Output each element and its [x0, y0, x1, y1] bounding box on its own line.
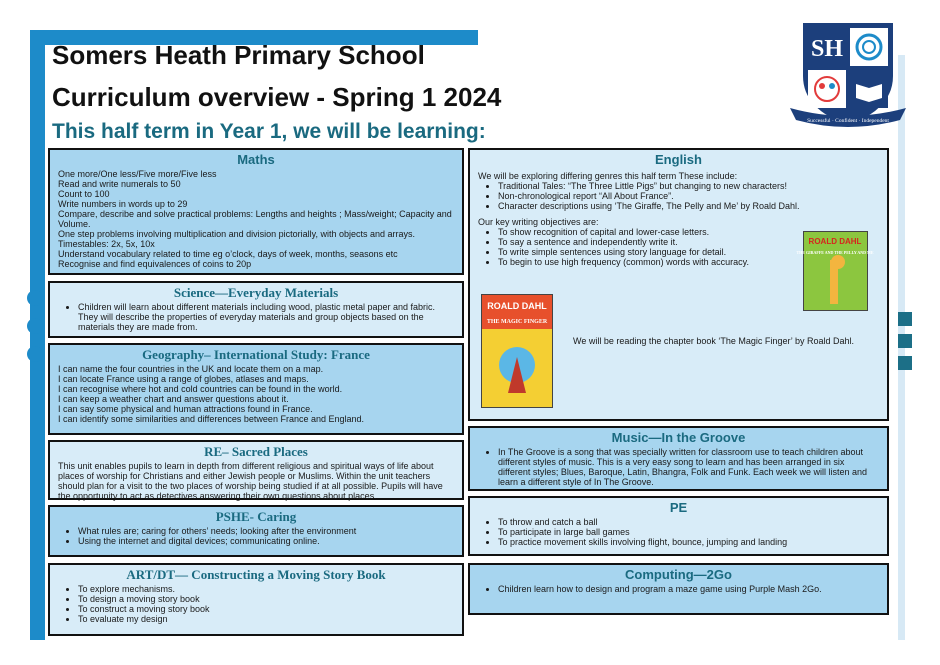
maths-panel	[48, 148, 464, 275]
pe-heading: PE	[669, 500, 688, 515]
pshe-item: • What rules are; caring for others’ needs; looking after the environment	[78, 526, 454, 536]
english-objective: • To write simple sentences using story language for detail.	[498, 247, 879, 257]
maths-line: One step problems involving multiplication and division pictorially, with objects and arrays.	[58, 229, 416, 239]
pshe-panel	[48, 505, 464, 557]
maths-line: Count to 100	[58, 189, 110, 199]
maths-line: One more/One less/Five more/Five less	[58, 169, 217, 179]
re-text: This unit enables pupils to learn in depth from different religious and spiritual ways of life about places of worship for Christians and either Jewish people or Muslims. Within the unit teachers should plan for a visit to the two places of worship being studied if at all possible. Pupils will have the opportunity to act as detectives answering their own questions about places.	[58, 461, 443, 501]
geography-line: I can identify some similarities and differences between France and England.	[58, 414, 365, 424]
art-item: • To evaluate my design	[78, 614, 454, 624]
english-reading-note: We will be reading the chapter book ‘The Magic Finger’ by Roald Dahl.	[573, 336, 854, 346]
page-subtitle: This half term in Year 1, we will be learning:	[52, 120, 486, 143]
geography-panel	[48, 343, 464, 435]
english-objective: • To begin to use high frequency (common) words with accuracy.	[498, 257, 879, 267]
maths-heading: Maths	[237, 152, 275, 167]
science-panel	[48, 281, 464, 338]
science-item: • Children will learn about different materials including wood, plastic metal paper and fabric. They will describe the properties of everyday materials and group objects based on the materials they are made from.	[78, 302, 454, 332]
geography-line: I can recognise where hot and cold countries can be found in the world.	[58, 384, 343, 394]
pe-item: • To throw and catch a ball	[498, 517, 879, 527]
page-title: Curriculum overview - Spring 1 2024	[52, 82, 502, 112]
art-item: • To construct a moving story book	[78, 604, 454, 614]
music-heading: Music—In the Groove	[611, 430, 746, 445]
geography-line: I can locate France using a range of globes, atlases and maps.	[58, 374, 309, 384]
pe-panel	[468, 496, 889, 556]
english-objective: • To show recognition of capital and lower-case letters.	[498, 227, 879, 237]
re-heading: RE– Sacred Places	[204, 444, 308, 459]
art-item: • To design a moving story book	[78, 594, 454, 604]
computing-item: • Children learn how to design and program a maze game using Purple Mash 2Go.	[498, 584, 879, 594]
geography-line: I can say some physical and human attractions found in France.	[58, 404, 313, 414]
geography-heading: Geography– International Study: France	[142, 347, 370, 362]
pe-item: • To practice movement skills involving flight, bounce, jumping and landing	[498, 537, 879, 547]
english-objectives-intro: Our key writing objectives are:	[478, 217, 599, 227]
english-intro: We will be exploring differing genres this half term These include:	[478, 171, 738, 181]
book2-title: THE GIRAFFE AND THE PELLY AND ME	[796, 250, 874, 255]
geography-line: I can name the four countries in the UK and locate them on a map.	[58, 364, 324, 374]
pe-item: • To participate in large ball games	[498, 527, 879, 537]
english-genre: • Traditional Tales: “The Three Little Pigs” but changing to new characters!	[498, 181, 879, 191]
science-heading: Science—Everyday Materials	[173, 285, 339, 300]
decorative-dots	[27, 290, 43, 374]
maths-line: Recognise and find equivalences of coins to 20p	[58, 259, 252, 269]
english-objective: • To say a sentence and independently write it.	[498, 237, 879, 247]
art-panel	[48, 563, 464, 636]
book1-author: ROALD DAHL	[487, 301, 547, 311]
art-heading: ART/DT— Constructing a Moving Story Book	[126, 567, 386, 582]
magic-finger-book-cover	[481, 294, 553, 408]
maths-line: Write numbers in words up to 29	[58, 199, 188, 209]
art-item: • To explore mechanisms.	[78, 584, 454, 594]
maths-line: Timestables: 2x, 5x, 10x	[58, 239, 155, 249]
giraffe-pelly-book-cover	[796, 231, 874, 311]
maths-line: Compare, describe and solve practical problems: Lengths and heights ; Mass/weight; Capacity and Volume.	[58, 209, 452, 229]
maths-line: Understand vocabulary related to time eg o’clock, days of week, months, seasons etc	[58, 249, 398, 259]
computing-panel	[468, 563, 889, 615]
pshe-item: • Using the internet and digital devices; communicating online.	[78, 536, 454, 546]
computing-heading: Computing—2Go	[625, 567, 732, 582]
logo-motto: Successful · Confident · Independent	[807, 118, 889, 124]
english-heading: English	[655, 152, 702, 167]
book1-title: THE MAGIC FINGER	[486, 319, 548, 325]
school-name: Somers Heath Primary School	[52, 40, 425, 70]
music-panel	[468, 426, 889, 491]
re-panel	[48, 440, 464, 500]
school-crest-logo	[788, 14, 908, 134]
decorative-squares	[898, 312, 912, 378]
book2-author: ROALD DAHL	[808, 237, 862, 246]
maths-line: Read and write numerals to 50	[58, 179, 181, 189]
logo-monogram: SH	[810, 36, 844, 62]
english-genre: • Character descriptions using ‘The Giraffe, The Pelly and Me’ by Roald Dahl.	[498, 201, 879, 211]
music-item: • In The Groove is a song that was specially written for classroom use to teach children about different styles of music. This is a very easy song to learn and has been arranged in six different styles; Blues, Baroque, Latin, Bhangra, Folk and Funk. Each week we will listen and learn a different style of In The Groove.	[498, 447, 879, 487]
english-genre: • Non-chronological report “All About France”.	[498, 191, 879, 201]
geography-line: I can keep a weather chart and answer questions about it.	[58, 394, 289, 404]
pshe-heading: PSHE- Caring	[215, 509, 297, 524]
